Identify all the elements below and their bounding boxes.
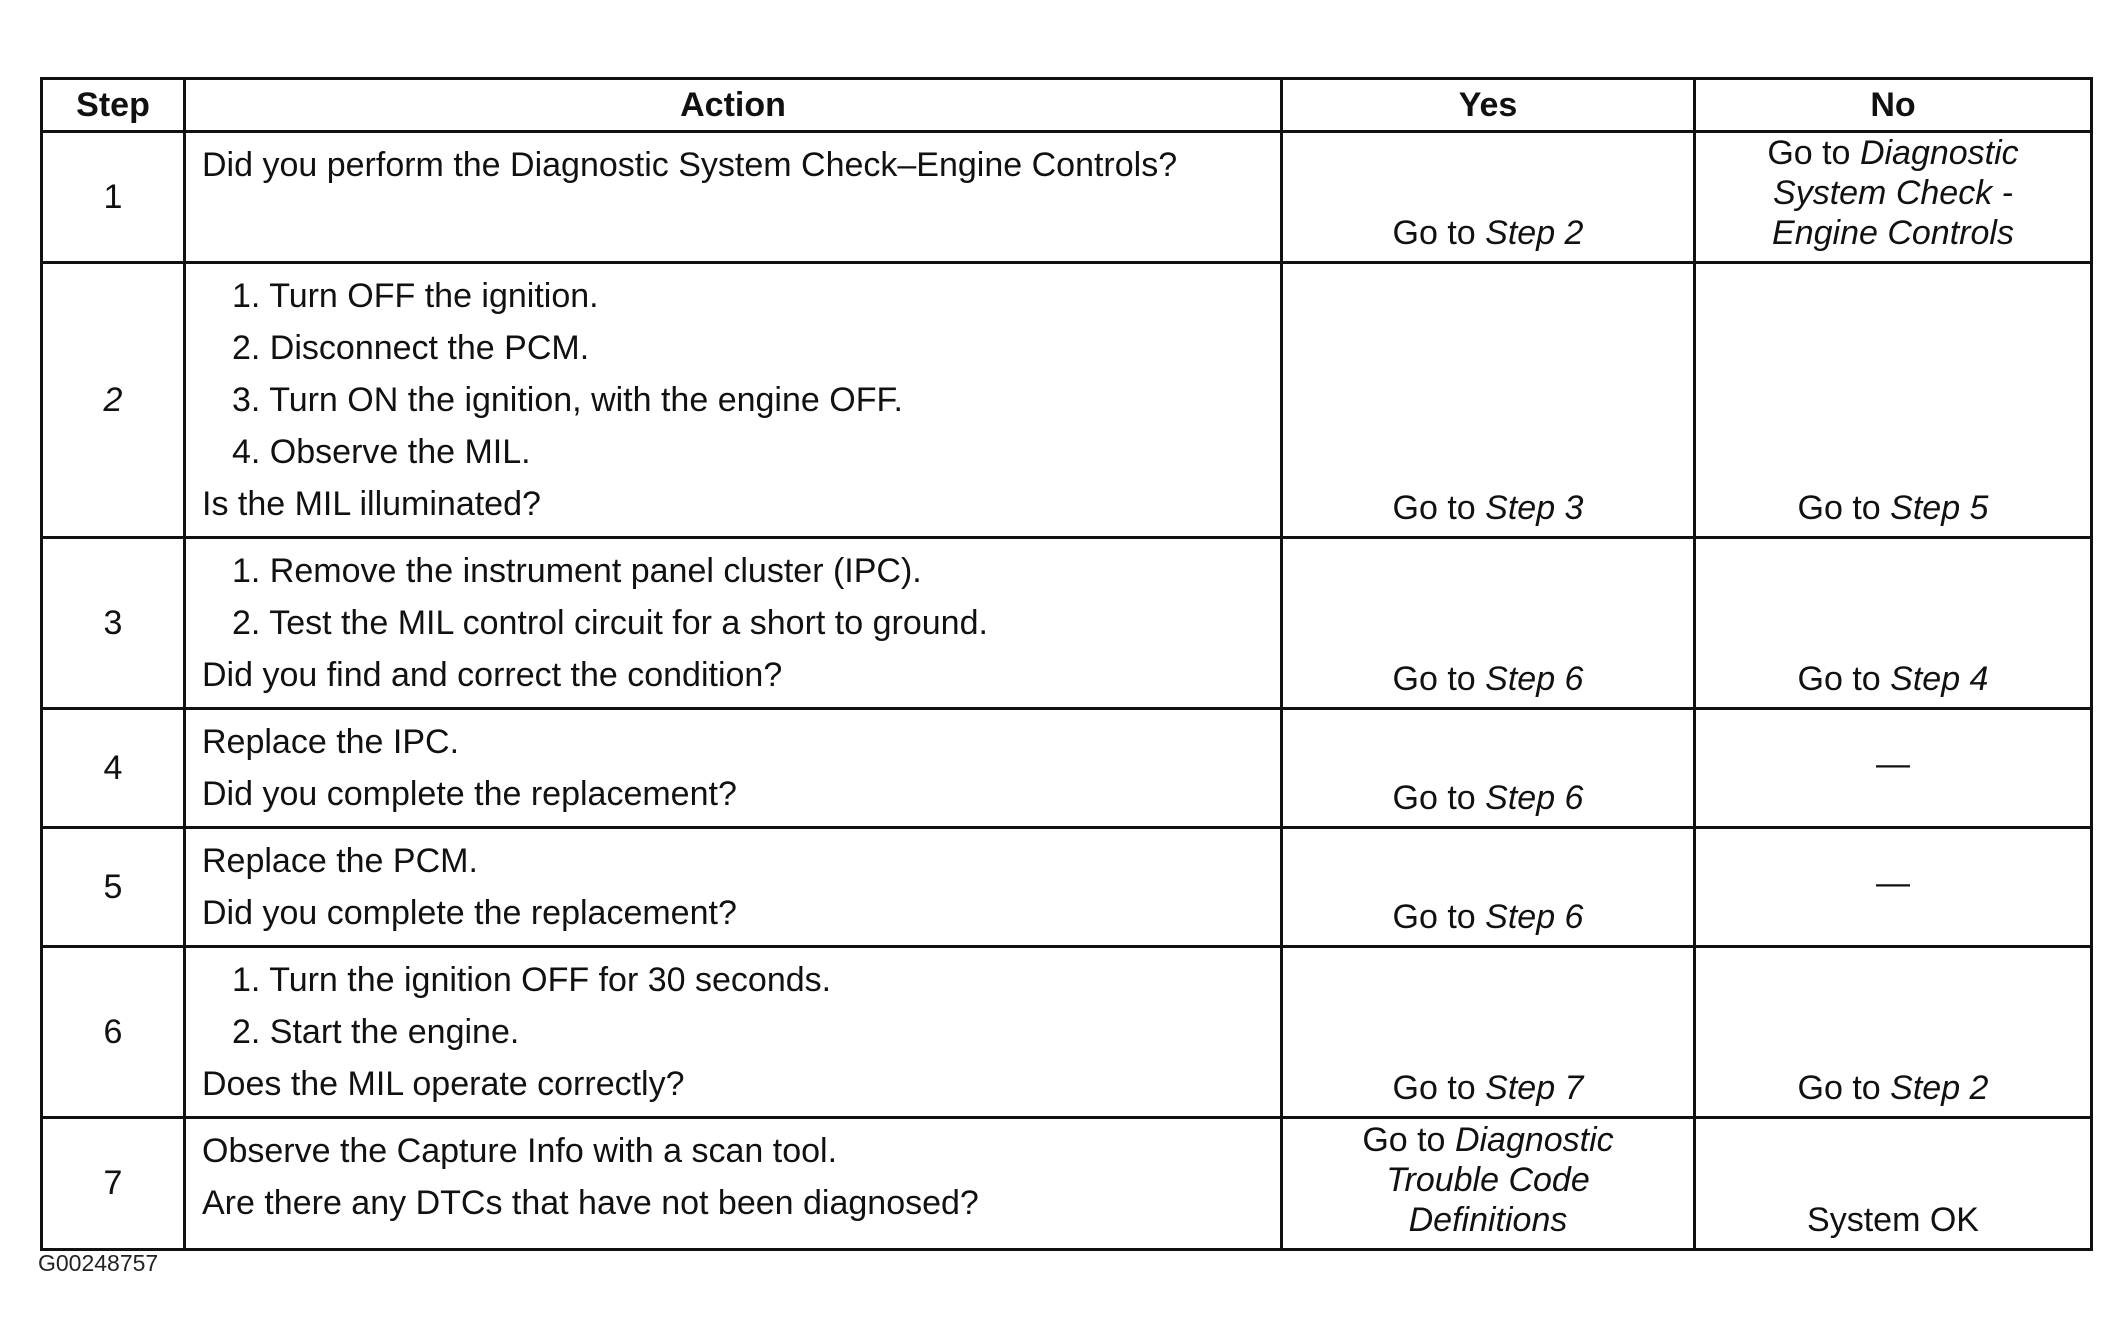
action-line: Observe the Capture Info with a scan tool. [202, 1132, 838, 1170]
table-row [42, 709, 2092, 828]
no-step-ref: Step 2 [1890, 1069, 1989, 1107]
no-cell [1695, 1118, 2092, 1250]
yes-prefix: Go to [1392, 898, 1476, 936]
header-step: Step [42, 79, 185, 132]
no-step-ref: Step 5 [1890, 489, 1989, 527]
yes-step-ref: Step 7 [1485, 1069, 1584, 1107]
no-cell [1695, 132, 2092, 263]
yes-cell [1282, 1118, 1695, 1250]
no-step-ref: Step 4 [1890, 660, 1989, 698]
yes-step-ref: Step 2 [1485, 214, 1584, 252]
header-action: Action [185, 79, 1282, 132]
action-item: 1. Turn the ignition OFF for 30 seconds. [232, 961, 832, 999]
yes-prefix: Go to [1362, 1121, 1446, 1159]
step-number: 5 [42, 828, 185, 947]
yes-cell [1282, 263, 1695, 538]
no-ref-line: Diagnostic [1859, 134, 2019, 172]
action-item: 1. Turn OFF the ignition. [232, 277, 599, 315]
action-item: 3. Turn ON the ignition, with the engine OFF. [232, 381, 903, 419]
table-row [42, 828, 2092, 947]
header-row [42, 79, 2092, 132]
no-cell [1695, 263, 2092, 538]
action-item: 2. Start the engine. [232, 1013, 520, 1051]
action-line: Are there any DTCs that have not been diagnosed? [202, 1184, 979, 1222]
action-item: 2. Disconnect the PCM. [232, 329, 590, 367]
yes-prefix: Go to [1392, 489, 1476, 527]
action-line: Did you complete the replacement? [202, 775, 737, 813]
no-cell [1695, 709, 2092, 828]
table-row [42, 1118, 2092, 1250]
yes-step-ref: Step 3 [1485, 489, 1584, 527]
no-dash: — [1876, 745, 1910, 783]
yes-cell [1282, 538, 1695, 709]
action-item: 2. Test the MIL control circuit for a short to ground. [232, 604, 988, 642]
action-question: Did you find and correct the condition? [202, 656, 783, 694]
no-ref-line: System Check - [1773, 174, 2013, 212]
yes-ref-line: Diagnostic [1454, 1121, 1614, 1159]
yes-prefix: Go to [1392, 660, 1476, 698]
no-result: System OK [1807, 1201, 1979, 1239]
action-question: Is the MIL illuminated? [202, 485, 541, 523]
action-line: Did you complete the replacement? [202, 894, 737, 932]
no-prefix: Go to [1767, 134, 1851, 172]
table-row [42, 132, 2092, 263]
no-prefix: Go to [1797, 660, 1881, 698]
action-cell [185, 132, 1282, 263]
step-number: 3 [42, 538, 185, 709]
yes-step-ref: Step 6 [1485, 779, 1584, 817]
no-dash: — [1876, 864, 1910, 902]
action-question: Does the MIL operate correctly? [202, 1065, 685, 1103]
yes-prefix: Go to [1392, 779, 1476, 817]
yes-cell [1282, 709, 1695, 828]
yes-ref-line: Trouble Code [1386, 1161, 1590, 1199]
header-yes: Yes [1282, 79, 1695, 132]
yes-cell [1282, 828, 1695, 947]
no-cell [1695, 538, 2092, 709]
action-line: Did you perform the Diagnostic System Check–Engine Controls? [202, 146, 1178, 184]
action-line: Replace the PCM. [202, 842, 478, 880]
action-item: 4. Observe the MIL. [232, 433, 531, 471]
table-row [42, 538, 2092, 709]
action-item: 1. Remove the instrument panel cluster (IPC). [232, 552, 922, 590]
step-number: 6 [42, 947, 185, 1118]
step-number: 1 [42, 132, 185, 263]
table-row [42, 947, 2092, 1118]
header-no: No [1695, 79, 2092, 132]
no-ref-line: Engine Controls [1772, 214, 2014, 252]
yes-prefix: Go to [1392, 214, 1476, 252]
yes-cell [1282, 947, 1695, 1118]
no-cell [1695, 947, 2092, 1118]
action-cell [185, 828, 1282, 947]
diagnostic-table [40, 77, 2093, 1251]
no-prefix: Go to [1797, 1069, 1881, 1107]
action-cell [185, 263, 1282, 538]
yes-step-ref: Step 6 [1485, 660, 1584, 698]
yes-step-ref: Step 6 [1485, 898, 1584, 936]
table-row [42, 263, 2092, 538]
action-cell [185, 709, 1282, 828]
step-number: 7 [42, 1118, 185, 1250]
yes-cell [1282, 132, 1695, 263]
action-cell [185, 538, 1282, 709]
yes-ref-line: Definitions [1408, 1201, 1568, 1239]
no-prefix: Go to [1797, 489, 1881, 527]
action-cell [185, 1118, 1282, 1250]
no-cell [1695, 828, 2092, 947]
figure-id: G00248757 [38, 1250, 159, 1276]
action-line: Replace the IPC. [202, 723, 460, 761]
step-number: 4 [42, 709, 185, 828]
step-number: 2 [42, 263, 185, 538]
yes-prefix: Go to [1392, 1069, 1476, 1107]
action-cell [185, 947, 1282, 1118]
